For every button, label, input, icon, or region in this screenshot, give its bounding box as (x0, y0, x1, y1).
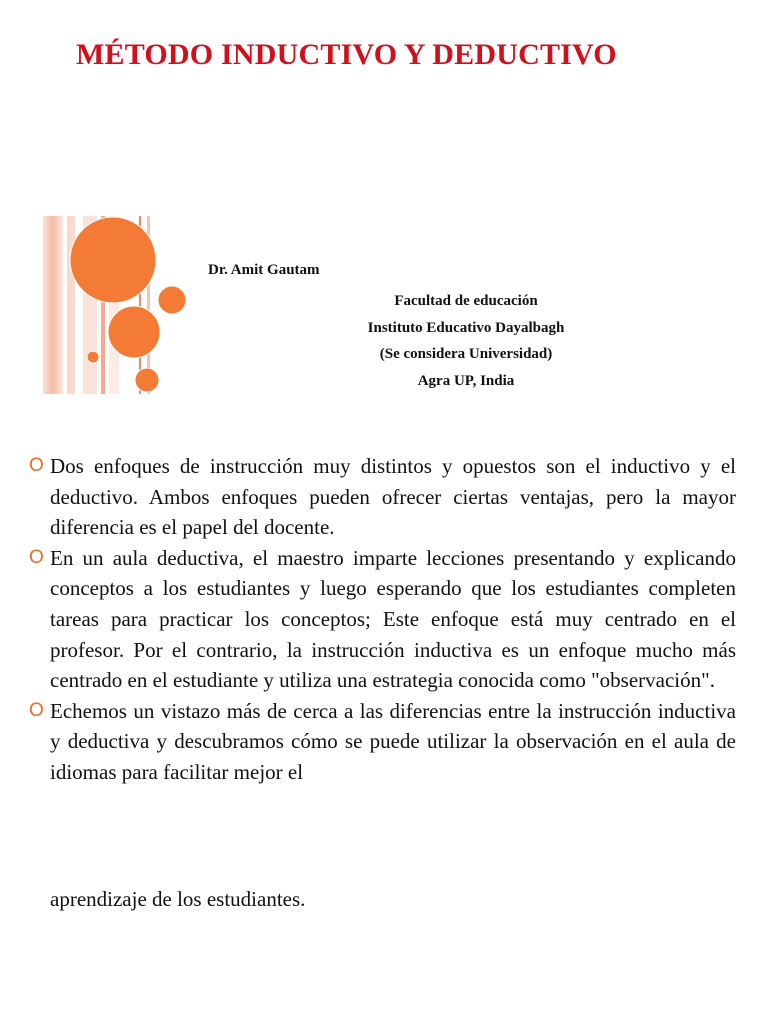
bullet-text: Dos enfoques de instrucción muy distintos y opuestos son el inductivo y el deductivo. Ambos enfoques pueden ofrecer ciertas ventajas, pero la mayor diferencia es el papel del docente. (50, 454, 736, 540)
bullet-marker-icon: O (29, 546, 44, 568)
decor-circle-large (70, 217, 156, 303)
decor-circle-small (158, 286, 186, 314)
decor-circle-small-bottom (135, 368, 159, 392)
decor-stripe (43, 216, 63, 394)
author-name: Dr. Amit Gautam (208, 262, 320, 278)
bullet-marker-icon: O (29, 699, 44, 721)
affiliation-location: Agra UP, India (417, 372, 515, 389)
bullet-text: Echemos un vistazo más de cerca a las diferencias entre la instrucción inductiva y deductiva y descubramos cómo se puede utilizar la observación en el aula de idiomas para facilitar mejor el (50, 698, 736, 784)
bullet-item (28, 696, 736, 788)
bullet-text: En un aula deductiva, el maestro imparte lecciones presentando y explicando conceptos a los estudiantes y luego esperando que los estudiantes completen tareas para practicar los conceptos; Este enfoque está muy centrado en el profesor. Por el contrario, la instrucción inductiva es un enfoque mucho más centrado en el estudiante y utiliza una estrategia conocida como "observación". (50, 545, 736, 693)
bullet-marker-icon: O (29, 455, 44, 476)
page-title: MÉTODO INDUCTIVO Y DEDUCTIVO (76, 38, 617, 71)
decor-circle-medium (108, 306, 160, 358)
bullet-item (28, 543, 736, 696)
decorative-circles (43, 216, 193, 394)
affiliation-block (330, 288, 602, 394)
affiliation-faculty: Facultad de educación (394, 293, 538, 309)
bullet-item (28, 451, 736, 543)
affiliation-institute: Instituto Educativo Dayalbagh (367, 319, 565, 336)
continuation-text: aprendizaje de los estudiantes. (50, 887, 306, 911)
affiliation-status: (Se considera Universidad) (379, 346, 553, 362)
bullet-list (28, 451, 736, 788)
decor-circle-tiny (87, 351, 99, 363)
